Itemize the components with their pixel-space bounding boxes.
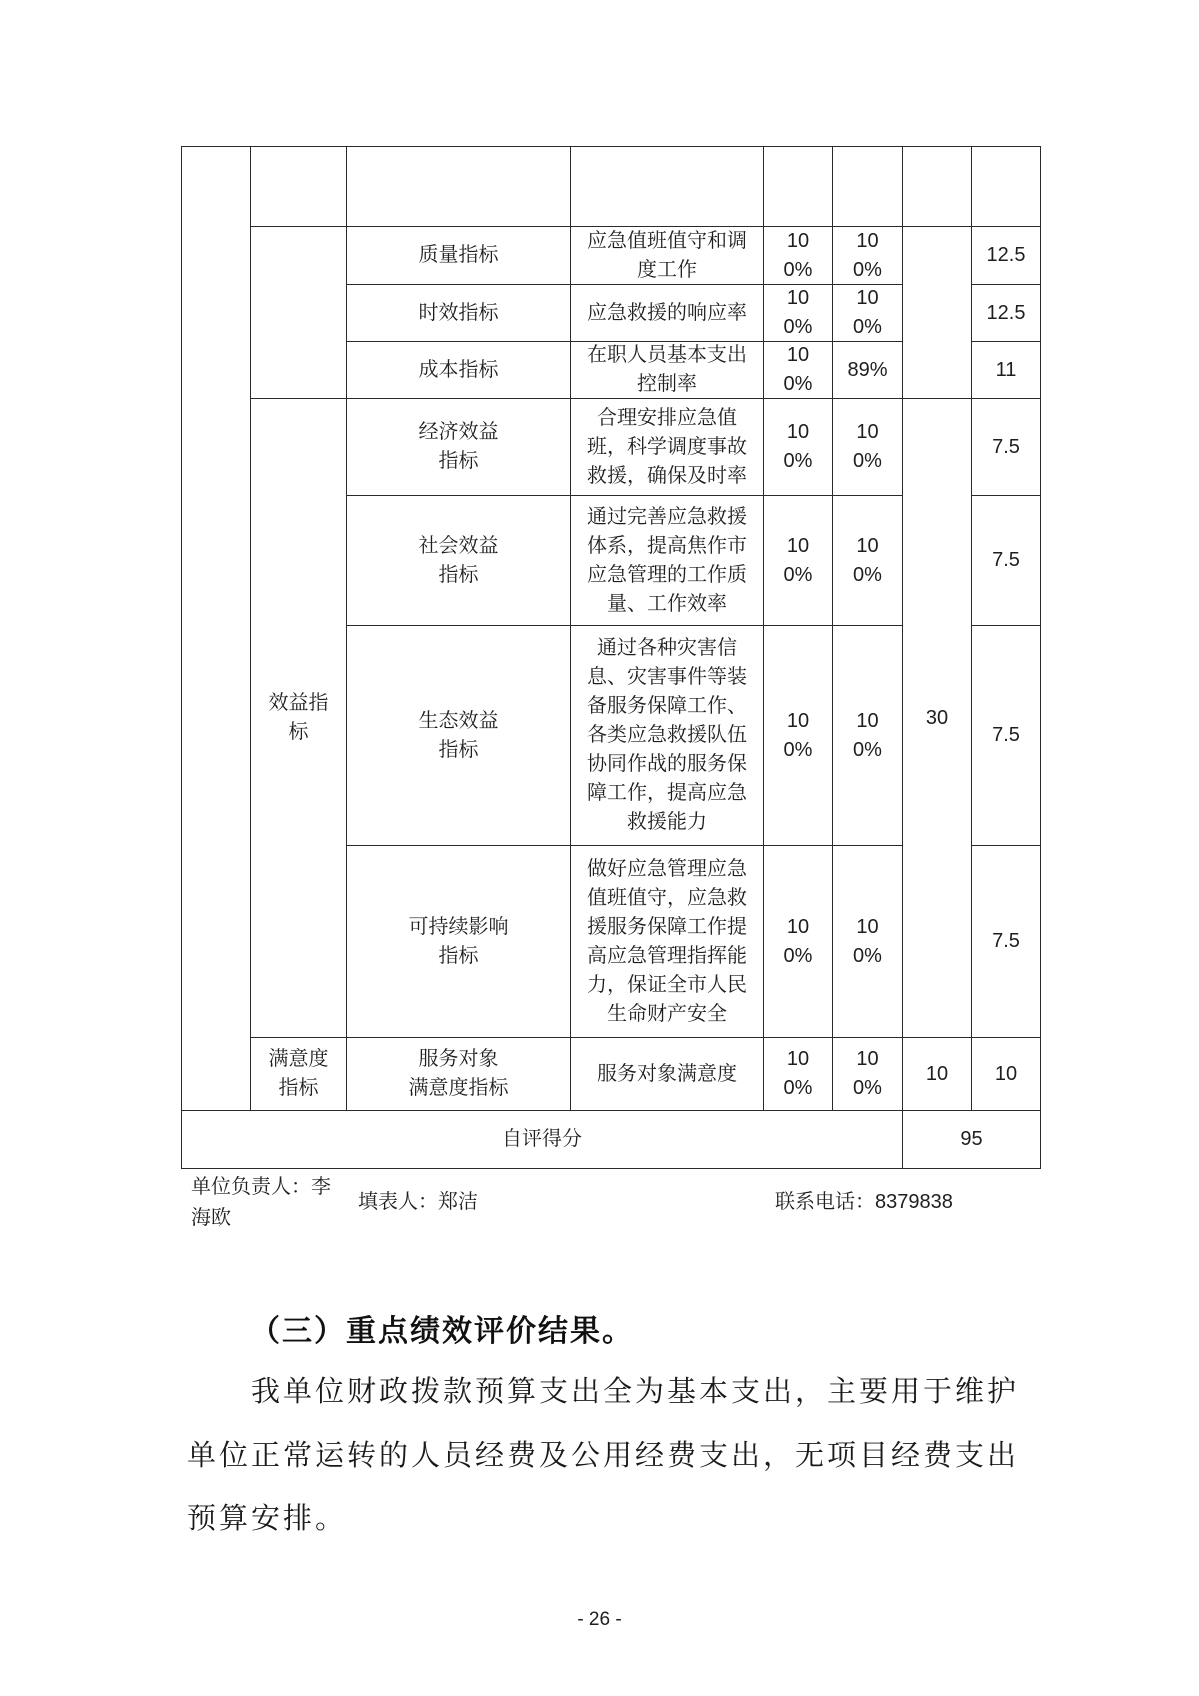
score-cell: 10	[972, 1038, 1041, 1111]
output-indicator-continuation-cell	[251, 227, 347, 399]
blank-cell	[251, 147, 347, 227]
level2-indicator-cell: 服务对象 满意度指标	[347, 1038, 571, 1111]
form-filler-signature: 填表人：郑洁	[358, 1191, 478, 1213]
level2-indicator-cell: 社会效益 指标	[347, 496, 571, 626]
indicator-description-cell: 合理安排应急值班，科学调度事故救援，确保及时率	[571, 399, 764, 496]
blank-cell	[347, 147, 571, 227]
indicator-description-cell: 通过各种灾害信息、灾害事件等装备服务保障工作、各类应急救援队伍协同作战的服务保障工作，提高应急救援能力	[571, 626, 764, 846]
level2-indicator-cell: 成本指标	[347, 342, 571, 399]
actual-value-cell: 100%	[833, 846, 903, 1038]
contact-phone: 联系电话：8379838	[775, 1191, 953, 1213]
target-value-cell: 100%	[764, 227, 833, 285]
actual-value-cell: 100%	[833, 496, 903, 626]
blank-cell	[972, 147, 1041, 227]
target-value-cell: 100%	[764, 285, 833, 342]
target-value-cell: 100%	[764, 496, 833, 626]
target-value-cell: 100%	[764, 846, 833, 1038]
indicator-description-cell: 服务对象满意度	[571, 1038, 764, 1111]
actual-value-cell: 100%	[833, 227, 903, 285]
benefit-indicator-label: 效益指标	[268, 692, 329, 743]
indicator-description-cell: 在职人员基本支出控制率	[571, 342, 764, 399]
performance-evaluation-table	[181, 146, 1041, 1169]
score-cell: 7.5	[972, 846, 1041, 1038]
satisfaction-indicator-cell	[251, 1038, 347, 1111]
target-value-cell: 100%	[764, 399, 833, 496]
self-score-label-cell: 自评得分	[182, 1111, 903, 1169]
indicator-description-cell: 应急值班值守和调度工作	[571, 227, 764, 285]
level2-indicator-cell: 质量指标	[347, 227, 571, 285]
benefit-weight-cell: 30	[903, 399, 972, 1038]
section-heading: （三）重点绩效评价结果。	[250, 1314, 634, 1349]
actual-value-cell: 100%	[833, 285, 903, 342]
score-cell: 12.5	[972, 227, 1041, 285]
actual-value-cell: 89%	[833, 342, 903, 399]
level2-indicator-cell: 时效指标	[347, 285, 571, 342]
satisfaction-indicator-label: 满意度指标	[268, 1048, 329, 1099]
level2-indicator-cell: 经济效益 指标	[347, 399, 571, 496]
page-number: - 26 -	[577, 1609, 622, 1630]
indicator-description-cell: 应急救援的响应率	[571, 285, 764, 342]
section-paragraph: 我单位财政拨款预算支出全为基本支出，主要用于维护单位正常运转的人员经费及公用经费支出，无项目经费支出预算安排。	[187, 1374, 1020, 1535]
target-value-cell: 100%	[764, 626, 833, 846]
score-cell: 12.5	[972, 285, 1041, 342]
indicator-description-cell: 做好应急管理应急值班值守，应急救援服务保障工作提高应急管理指挥能力，保证全市人民生命财产安全	[571, 846, 764, 1038]
indicator-description-cell: 通过完善应急救援体系，提高焦作市应急管理的工作质量、工作效率	[571, 496, 764, 626]
output-weight-continuation-cell	[903, 227, 972, 399]
actual-value-cell: 100%	[833, 626, 903, 846]
score-cell: 11	[972, 342, 1041, 399]
blank-cell	[764, 147, 833, 227]
blank-cell	[571, 147, 764, 227]
unit-head-signature: 单位负责人：李海欧	[191, 1176, 331, 1229]
self-score-value-cell: 95	[903, 1111, 1041, 1169]
level2-indicator-cell: 可持续影响 指标	[347, 846, 571, 1038]
satisfaction-weight-cell: 10	[903, 1038, 972, 1111]
level2-indicator-cell: 生态效益 指标	[347, 626, 571, 846]
target-value-cell: 100%	[764, 342, 833, 399]
blank-cell	[833, 147, 903, 227]
blank-cell	[903, 147, 972, 227]
score-cell: 7.5	[972, 399, 1041, 496]
benefit-indicator-cell	[251, 399, 347, 1038]
first-column-merged-cell	[182, 147, 251, 1111]
target-value-cell: 100%	[764, 1038, 833, 1111]
actual-value-cell: 100%	[833, 1038, 903, 1111]
actual-value-cell: 100%	[833, 399, 903, 496]
score-cell: 7.5	[972, 496, 1041, 626]
score-cell: 7.5	[972, 626, 1041, 846]
